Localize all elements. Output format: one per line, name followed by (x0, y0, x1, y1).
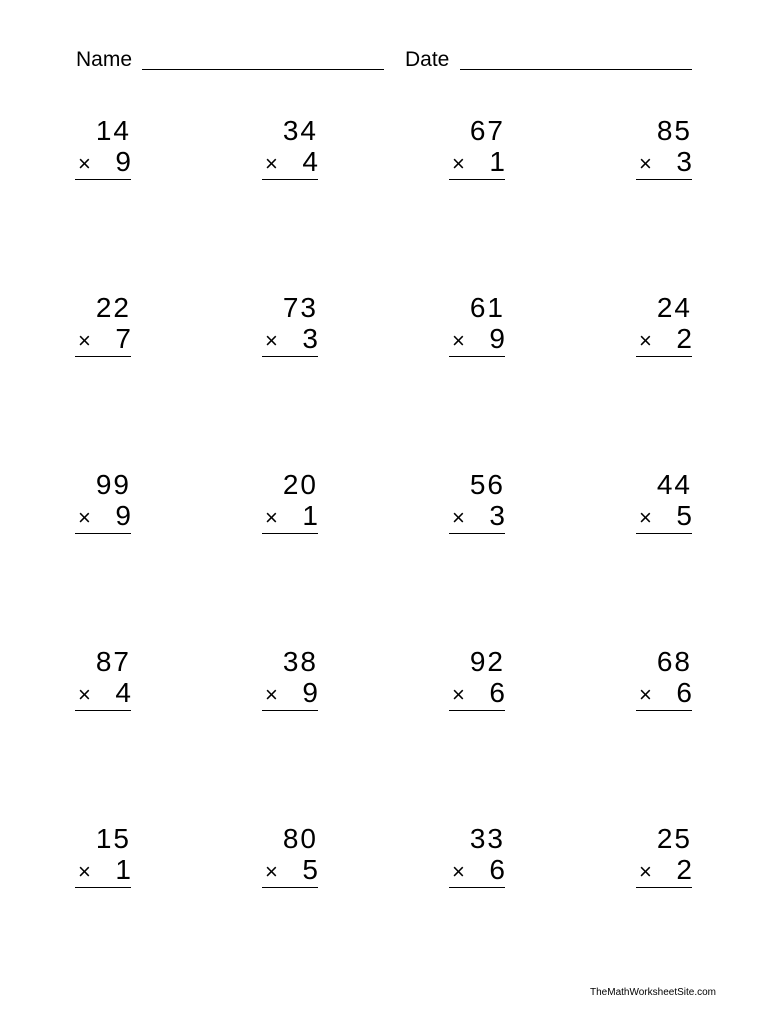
problem (262, 643, 318, 718)
problem (262, 112, 318, 187)
footer-site-credit: TheMathWorksheetSite.com (590, 987, 716, 998)
name-label: Name (76, 48, 133, 71)
problem (636, 289, 692, 364)
problem-bottom-row (75, 676, 131, 711)
problem (75, 643, 131, 718)
problem (636, 643, 692, 718)
multiply-sign: × (639, 328, 652, 353)
problem (262, 289, 318, 364)
problem (75, 820, 131, 895)
multiply-sign: × (265, 151, 278, 176)
multiply-sign: × (78, 859, 91, 884)
worksheet-header (76, 46, 696, 76)
problem-top-number: 68 (656, 646, 692, 677)
problem-top-number: 15 (95, 823, 131, 854)
problem (449, 112, 505, 187)
problem-top-number: 73 (282, 292, 318, 323)
problem-bottom-row (262, 145, 318, 180)
problem-bottom-row (449, 676, 505, 711)
multiply-sign: × (265, 859, 278, 884)
problem-top-number: 67 (469, 115, 505, 146)
problem (262, 820, 318, 895)
multiply-sign: × (639, 151, 652, 176)
problem-top-number: 20 (282, 469, 318, 500)
problem-multiplier: 2 (676, 854, 692, 885)
problem-top-number: 80 (282, 823, 318, 854)
problem-multiplier: 3 (302, 323, 318, 354)
problem-multiplier: 9 (115, 500, 131, 531)
multiply-sign: × (78, 682, 91, 707)
problem-bottom-row (449, 499, 505, 534)
problem (75, 289, 131, 364)
multiply-sign: × (639, 505, 652, 530)
multiply-sign: × (452, 682, 465, 707)
problem-bottom-row (449, 853, 505, 888)
date-blank-line (460, 69, 692, 70)
problem (449, 643, 505, 718)
problem-multiplier: 1 (115, 854, 131, 885)
multiply-sign: × (265, 505, 278, 530)
problem (75, 466, 131, 541)
date-label: Date (405, 48, 450, 71)
problem (449, 289, 505, 364)
problem-bottom-row (636, 145, 692, 180)
problem (636, 112, 692, 187)
problem-multiplier: 9 (489, 323, 505, 354)
multiply-sign: × (78, 151, 91, 176)
multiply-sign: × (452, 151, 465, 176)
problem-multiplier: 2 (676, 323, 692, 354)
problem-bottom-row (75, 853, 131, 888)
problem-top-number: 25 (656, 823, 692, 854)
problem-bottom-row (262, 676, 318, 711)
problem-multiplier: 4 (115, 677, 131, 708)
multiply-sign: × (78, 328, 91, 353)
problem-multiplier: 6 (489, 854, 505, 885)
problem-top-number: 44 (656, 469, 692, 500)
multiply-sign: × (265, 328, 278, 353)
problem-bottom-row (449, 322, 505, 357)
problem-multiplier: 9 (302, 677, 318, 708)
problem (449, 466, 505, 541)
problem-top-number: 99 (95, 469, 131, 500)
problem-top-number: 33 (469, 823, 505, 854)
problem-multiplier: 6 (676, 677, 692, 708)
problem-multiplier: 7 (115, 323, 131, 354)
problem-bottom-row (636, 853, 692, 888)
problem-top-number: 92 (469, 646, 505, 677)
problem-bottom-row (75, 499, 131, 534)
problem-multiplier: 5 (676, 500, 692, 531)
problem-top-number: 22 (95, 292, 131, 323)
problem-bottom-row (636, 499, 692, 534)
problem-bottom-row (636, 322, 692, 357)
problem-bottom-row (636, 676, 692, 711)
problem-multiplier: 4 (302, 146, 318, 177)
problem-multiplier: 1 (489, 146, 505, 177)
multiply-sign: × (639, 682, 652, 707)
problem (262, 466, 318, 541)
problem-multiplier: 3 (489, 500, 505, 531)
problem-top-number: 38 (282, 646, 318, 677)
problem-top-number: 56 (469, 469, 505, 500)
problem-top-number: 34 (282, 115, 318, 146)
multiply-sign: × (452, 328, 465, 353)
problem-bottom-row (449, 145, 505, 180)
problem (636, 820, 692, 895)
problem-multiplier: 9 (115, 146, 131, 177)
problem-top-number: 85 (656, 115, 692, 146)
multiply-sign: × (452, 505, 465, 530)
problem-bottom-row (262, 322, 318, 357)
problem-bottom-row (75, 145, 131, 180)
problem-top-number: 24 (656, 292, 692, 323)
multiply-sign: × (265, 682, 278, 707)
problem (75, 112, 131, 187)
multiply-sign: × (639, 859, 652, 884)
problem-bottom-row (75, 322, 131, 357)
problem-multiplier: 5 (302, 854, 318, 885)
problem-top-number: 61 (469, 292, 505, 323)
problem-multiplier: 3 (676, 146, 692, 177)
problem-bottom-row (262, 853, 318, 888)
problem-top-number: 87 (95, 646, 131, 677)
problem (636, 466, 692, 541)
problem-multiplier: 6 (489, 677, 505, 708)
problem-multiplier: 1 (302, 500, 318, 531)
problem-bottom-row (262, 499, 318, 534)
name-blank-line (142, 69, 384, 70)
multiply-sign: × (452, 859, 465, 884)
multiply-sign: × (78, 505, 91, 530)
problem-top-number: 14 (95, 115, 131, 146)
problem (449, 820, 505, 895)
